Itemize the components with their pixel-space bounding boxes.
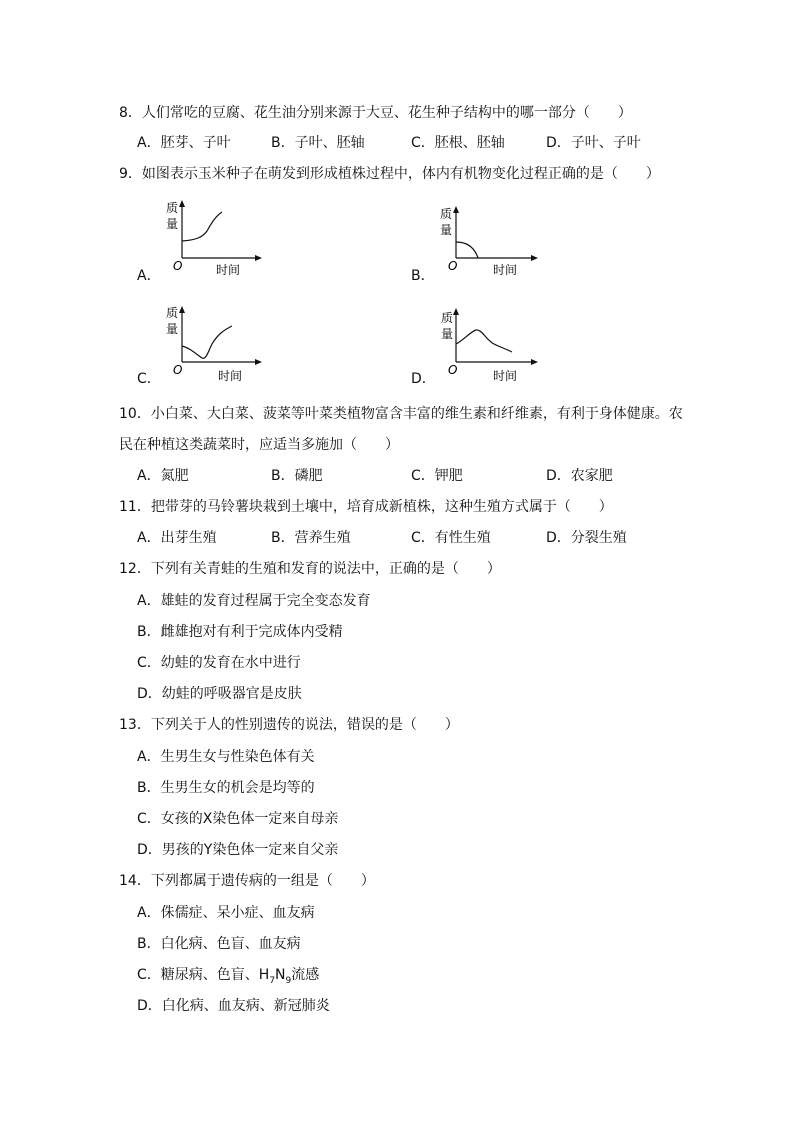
question-9-stem: 9．如图表示玉米种子在萌发到形成植株过程中，体内有机物变化过程正确的是（ ） <box>119 166 660 182</box>
question-9-option-b-letter: B． <box>411 268 435 284</box>
graph-d-origin: O <box>448 363 458 377</box>
graph-b-y-label-top: 质 <box>440 207 453 221</box>
graph-d-x-label: 时间 <box>493 369 518 382</box>
question-8-option-b: B．子叶、胚轴 <box>271 135 365 151</box>
question-11-option-c: C．有性生殖 <box>411 530 491 546</box>
question-9-option-d-letter: D． <box>411 371 436 387</box>
question-10-stem-line-1: 10．小白菜、大白菜、菠菜等叶菜类植物富含丰富的维生素和纤维素，有利于身体健康。农 <box>119 406 683 422</box>
graph-c-y-label-bottom: 量 <box>166 322 179 336</box>
question-12-stem: 12．下列有关青蛙的生殖和发育的说法中，正确的是（ ） <box>119 561 501 577</box>
question-14-option-b: B．白化病、色盲、血友病 <box>137 936 301 952</box>
question-8-option-d: D．子叶、子叶 <box>546 135 641 151</box>
question-10-option-c: C．钾肥 <box>411 468 463 484</box>
graph-c-y-label-top: 质 <box>166 306 179 320</box>
graph-b-y-arrow <box>453 206 459 213</box>
question-10-stem-line-2: 民在种植这类蔬菜时，应适当多施加（ ） <box>119 437 399 453</box>
question-14-stem: 14．下列都属于遗传病的一组是（ ） <box>119 873 375 889</box>
question-13-stem: 13．下列关于人的性别遗传的说法，错误的是（ ） <box>119 717 459 733</box>
question-8-option-c: C．胚根、胚轴 <box>411 135 505 151</box>
graph-b-x-label: 时间 <box>493 263 518 277</box>
graph-d-curve <box>456 330 512 352</box>
question-9-option-a-letter: A． <box>137 268 161 284</box>
graph-c-x-label: 时间 <box>218 369 243 382</box>
question-13-option-a: A．生男生女与性染色体有关 <box>137 749 315 765</box>
question-13-option-b: B．生男生女的机会是均等的 <box>137 780 315 796</box>
question-10-option-d: D．农家肥 <box>546 468 613 484</box>
question-9-option-c-letter: C． <box>137 371 161 387</box>
graph-c-curve <box>182 326 232 358</box>
graph-a-x-label: 时间 <box>216 263 241 277</box>
question-12-option-d: D．幼蛙的呼吸器官是皮肤 <box>137 686 302 702</box>
question-8-option-a: A．胚芽、子叶 <box>137 135 231 151</box>
graph-b-y-label-bottom: 量 <box>440 223 453 237</box>
graph-b-x-arrow <box>531 255 538 261</box>
graph-a-y-label-bottom: 量 <box>166 217 179 231</box>
question-14-option-d: D．白化病、血友病、新冠肺炎 <box>137 998 330 1014</box>
graph-d-y-label-bottom: 量 <box>441 327 454 341</box>
question-11-option-b: B．营养生殖 <box>271 530 351 546</box>
graph-b-curve <box>456 242 478 258</box>
graph-a-y-label-top: 质 <box>166 201 179 215</box>
graph-a-origin: O <box>173 259 183 273</box>
question-9-graph-d <box>436 302 566 382</box>
question-13-option-d: D．男孩的Y染色体一定来自父亲 <box>137 842 339 858</box>
graph-c-x-arrow <box>255 359 262 365</box>
option-c-mid: N <box>275 967 286 983</box>
question-11-option-d: D．分裂生殖 <box>546 530 627 546</box>
graph-d-y-label-top: 质 <box>441 311 454 325</box>
question-11-stem: 11．把带芽的马铃薯块栽到土壤中，培育成新植株，这种生殖方式属于（ ） <box>119 499 613 515</box>
graph-a-x-arrow <box>255 255 262 261</box>
graph-a-y-arrow <box>179 200 185 207</box>
option-c-subscript-1: 7 <box>269 975 276 986</box>
question-9-graph-c <box>160 302 290 382</box>
graph-c-origin: O <box>173 363 183 377</box>
question-10-option-a: A．氮肥 <box>137 468 189 484</box>
question-11-option-a: A．出芽生殖 <box>137 530 217 546</box>
question-13-option-c: C．女孩的X染色体一定来自母亲 <box>137 811 339 827</box>
question-12-option-c: C．幼蛙的发育在水中进行 <box>137 655 301 671</box>
option-c-suffix: 流感 <box>291 967 320 983</box>
question-14-option-a: A．侏儒症、呆小症、血友病 <box>137 905 315 921</box>
graph-a-curve <box>182 212 222 241</box>
graph-b-origin: O <box>448 259 458 273</box>
question-9-graph-a <box>160 198 290 278</box>
question-10-option-b: B．磷肥 <box>271 468 323 484</box>
question-9-graph-b <box>436 198 566 278</box>
graph-c-y-arrow <box>179 306 185 313</box>
graph-d-x-arrow <box>531 359 538 365</box>
option-c-subscript-2: 9 <box>285 975 292 986</box>
question-12-option-a: A．雄蛙的发育过程属于完全变态发育 <box>137 593 371 609</box>
question-8-stem: 8．人们常吃的豆腐、花生油分别来源于大豆、花生种子结构中的哪一部分（ ） <box>119 105 632 121</box>
question-12-option-b: B．雌雄抱对有利于完成体内受精 <box>137 624 343 640</box>
question-14-option-c <box>137 965 319 991</box>
graph-d-y-arrow <box>453 308 459 315</box>
option-c-prefix: C．糖尿病、色盲、H <box>137 967 270 983</box>
